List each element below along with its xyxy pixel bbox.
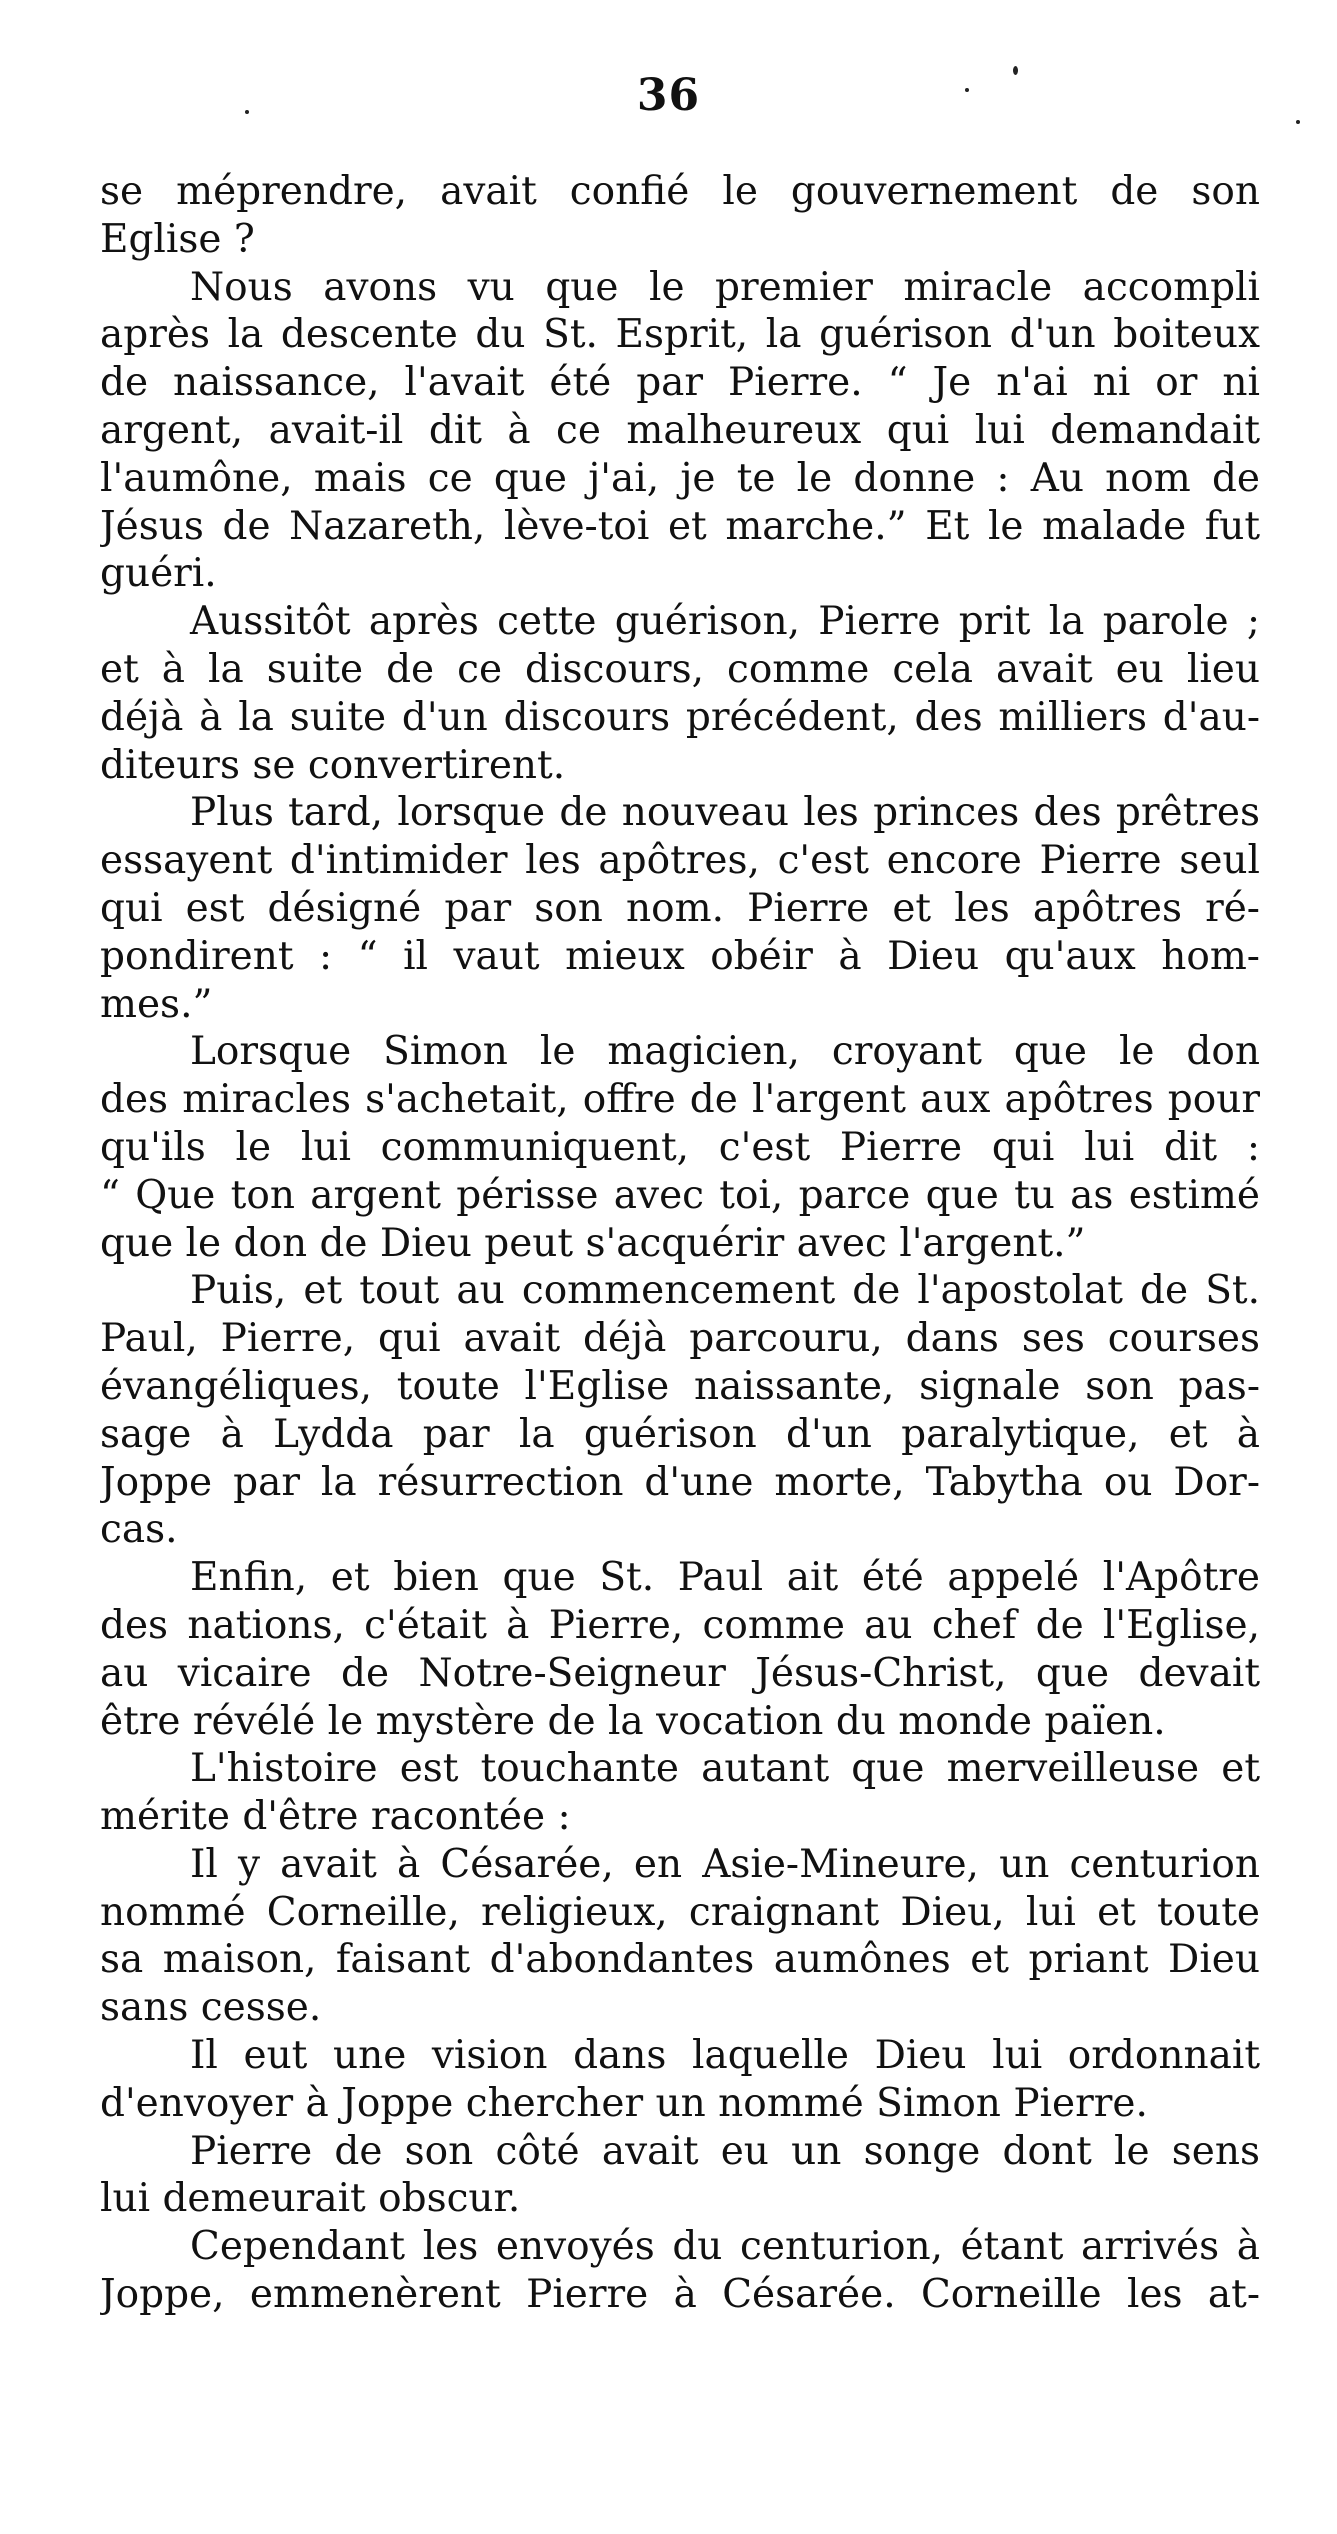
ink-speck bbox=[1296, 120, 1300, 124]
text-line: Nous avons vu que le premier miracle accompli bbox=[190, 264, 1260, 310]
text-line: après la descente du St. Esprit, la guérison d'un boiteux bbox=[100, 312, 1260, 358]
text-line: mérite d'être racontée : bbox=[100, 1794, 571, 1840]
text-line: mes.” bbox=[100, 981, 213, 1027]
text-line: se méprendre, avait confié le gouvernement de son bbox=[100, 169, 1260, 214]
text-line: sage à Lydda par la guérison d'un paralytique, et à bbox=[100, 1411, 1260, 1457]
text-line: des nations, c'était à Pierre, comme au chef de l'Eglise, bbox=[100, 1602, 1260, 1648]
ink-speck bbox=[965, 88, 969, 92]
text-line: d'envoyer à Joppe chercher un nommé Simon Pierre. bbox=[100, 2080, 1148, 2126]
body-text bbox=[100, 168, 1260, 2319]
text-line: qu'ils le lui communiquent, c'est Pierre qui lui dit : bbox=[100, 1124, 1260, 1170]
text-line: être révélé le mystère de la vocation du monde païen. bbox=[100, 1698, 1166, 1744]
text-line: “ Que ton argent périsse avec toi, parce que tu as estimé bbox=[100, 1172, 1260, 1218]
text-line: pondirent : “ il vaut mieux obéir à Dieu qu'aux hom- bbox=[100, 933, 1260, 979]
text-line: Il y avait à Césarée, en Asie-Mineure, un centurion bbox=[190, 1841, 1260, 1887]
text-line: Jésus de Nazareth, lève-toi et marche.” Et le malade fut bbox=[100, 503, 1260, 549]
ink-speck bbox=[1013, 66, 1018, 75]
text-line: diteurs se convertirent. bbox=[100, 742, 566, 788]
text-line: sans cesse. bbox=[100, 1985, 322, 2031]
text-line: et à la suite de ce discours, comme cela avait eu lieu bbox=[100, 646, 1260, 692]
text-line: déjà à la suite d'un discours précédent, des milliers d'au- bbox=[100, 694, 1260, 740]
text-line: Eglise ? bbox=[100, 216, 255, 262]
text-line: Aussitôt après cette guérison, Pierre prit la parole ; bbox=[190, 599, 1260, 645]
text-line: Cependant les envoyés du centurion, étant arrivés à bbox=[190, 2224, 1260, 2270]
text-line: Il eut une vision dans laquelle Dieu lui ordonnait bbox=[190, 2033, 1260, 2079]
text-line: argent, avait-il dit à ce malheureux qui lui demandait bbox=[100, 407, 1260, 453]
text-line: l'aumône, mais ce que j'ai, je te le donne : Au nom de bbox=[100, 455, 1260, 501]
text-line: L'histoire est touchante autant que merveilleuse et bbox=[190, 1746, 1260, 1792]
ink-speck bbox=[245, 110, 249, 114]
text-line: Lorsque Simon le magicien, croyant que le don bbox=[190, 1029, 1260, 1075]
text-line: Plus tard, lorsque de nouveau les princes des prêtres bbox=[190, 790, 1260, 836]
text-line: cas. bbox=[100, 1507, 178, 1553]
text-line: sa maison, faisant d'abondantes aumônes et priant Dieu bbox=[100, 1937, 1260, 1983]
text-line: évangéliques, toute l'Eglise naissante, signale son pas- bbox=[100, 1363, 1260, 1409]
text-line: au vicaire de Notre-Seigneur Jésus-Christ, que devait bbox=[100, 1650, 1260, 1696]
text-line: Enfin, et bien que St. Paul ait été appelé l'Apôtre bbox=[190, 1555, 1260, 1601]
text-line: Joppe par la résurrection d'une morte, Tabytha ou Dor- bbox=[100, 1459, 1260, 1505]
page-number: 36 bbox=[636, 70, 701, 121]
text-line: Joppe, emmenèrent Pierre à Césarée. Corneille les at- bbox=[100, 2272, 1260, 2318]
text-line: qui est désigné par son nom. Pierre et les apôtres ré- bbox=[100, 885, 1260, 931]
text-line: Pierre de son côté avait eu un songe dont le sens bbox=[190, 2128, 1260, 2174]
text-line: nommé Corneille, religieux, craignant Dieu, lui et toute bbox=[100, 1889, 1260, 1935]
text-line: lui demeurait obscur. bbox=[100, 2176, 521, 2222]
text-line: guéri. bbox=[100, 551, 217, 597]
text-line: des miracles s'achetait, offre de l'argent aux apôtres pour bbox=[100, 1077, 1260, 1123]
text-line: que le don de Dieu peut s'acquérir avec l'argent.” bbox=[100, 1220, 1086, 1266]
text-line: Paul, Pierre, qui avait déjà parcouru, dans ses courses bbox=[100, 1316, 1260, 1362]
text-line: essayent d'intimider les apôtres, c'est encore Pierre seul bbox=[100, 838, 1260, 884]
text-line: de naissance, l'avait été par Pierre. “ Je n'ai ni or ni bbox=[100, 360, 1260, 406]
text-line: Puis, et tout au commencement de l'apostolat de St. bbox=[190, 1268, 1260, 1314]
